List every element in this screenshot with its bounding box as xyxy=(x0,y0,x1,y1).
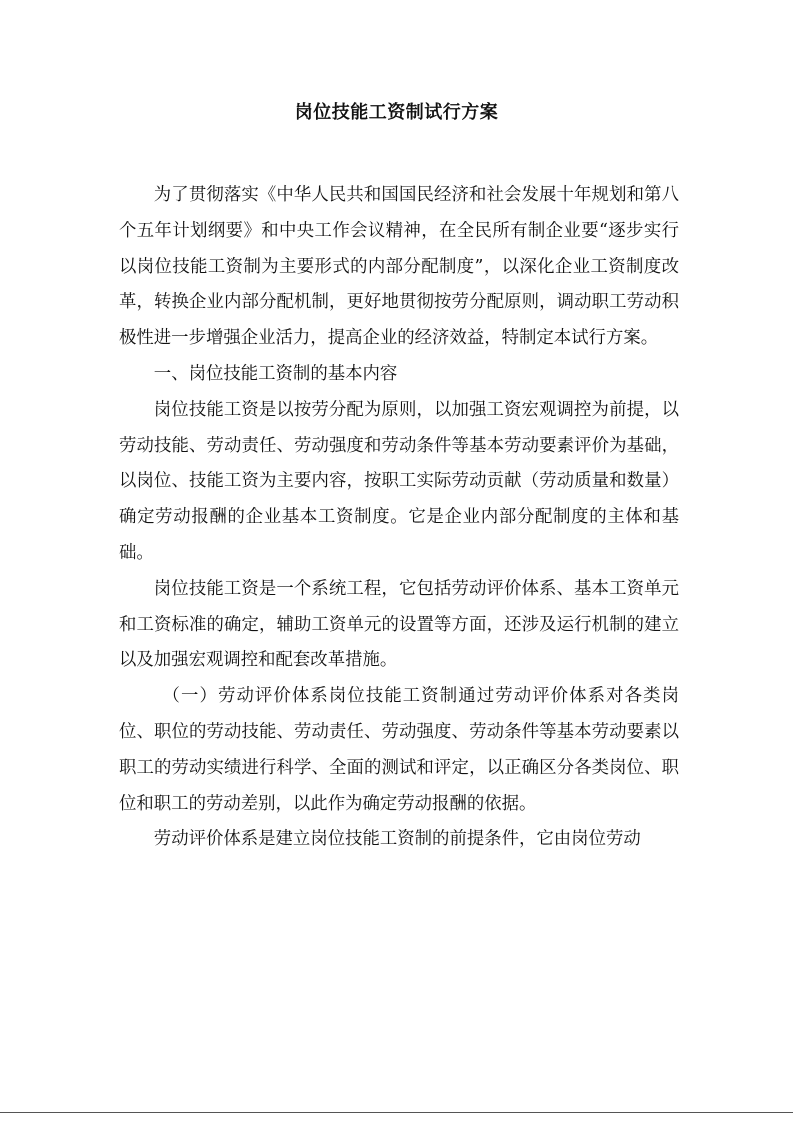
paragraph-evaluation-premise: 劳动评价体系是建立岗位技能工资制的前提条件，它由岗位劳动 xyxy=(153,829,641,850)
document-body xyxy=(119,178,679,858)
document-title: 岗位技能工资制试行方案 xyxy=(294,102,499,123)
paragraph-system-engineering: 岗位技能工资是一个系统工程，它包括劳动评价体系、基本工资单元和工资标准的确定，辅助工资单元的设置等方面，还涉及运行机制的建立以及加强宏观调控和配套改革措施。 xyxy=(119,578,679,671)
section-heading-basic-content: 一、岗位技能工资制的基本内容 xyxy=(153,363,398,384)
page-bottom-divider xyxy=(0,1112,793,1113)
paragraph-labor-evaluation: （一）劳动评价体系岗位技能工资制通过劳动评价体系对各类岗位、职位的劳动技能、劳动责任、劳动强度、劳动条件等基本劳动要素以职工的劳动实绩进行科学、全面的测试和评定，以正确区分各类岗位、职位和职工的劳动差别，以此作为确定劳动报酬的依据。 xyxy=(119,686,679,814)
paragraph-definition: 岗位技能工资是以按劳分配为原则，以加强工资宏观调控为前提，以劳动技能、劳动责任、劳动强度和劳动条件等基本劳动要素评价为基础，以岗位、技能工资为主要内容，按职工实际劳动贡献（劳动质量和数量）确定劳动报酬的企业基本工资制度。它是企业内部分配制度的主体和基础。 xyxy=(119,399,679,563)
paragraph-intro: 为了贯彻落实《中华人民共和国国民经济和社会发展十年规划和第八个五年计划纲要》和中央工作会议精神，在全民所有制企业要“逐步实行以岗位技能工资制为主要形式的内部分配制度”，以深化企业工资制度改革，转换企业内部分配机制，更好地贯彻按劳分配原则，调动职工劳动积极性进一步增强企业活力，提高企业的经济效益，特制定本试行方案。 xyxy=(119,185,679,349)
